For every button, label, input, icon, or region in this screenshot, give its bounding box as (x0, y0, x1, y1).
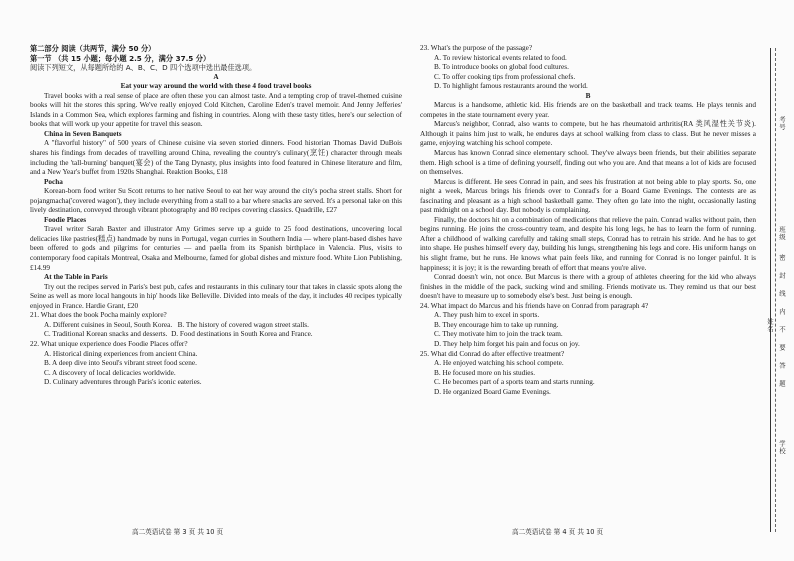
passage-b-paragraph-3: Marcus has known Conrad since elementary school. They've always been friends, but their abilities separate them. High school is a time of defining yourself, finding out who you are. And that means a lot of kids are focused on themselves. (420, 149, 756, 177)
option-23d: D. To highlight famous restaurants around the world. (434, 82, 588, 91)
passage-b-paragraph-2: Marcus's neighbor, Conrad, also wants to compete, but he has rheumatoid arthritis(RA 类风湿性关节炎). Although it pains him just to walk, he endures days at school walking from class to class. But he never misses a game, enjoying watching his school compete. (420, 120, 756, 148)
passage-b-paragraph-6: Conrad doesn't win, not once. But Marcus is there with a group of athletes cheering for the kid who always finishes in the middle of the pack, sucking wind and smiling. Friends motivate us. They remind us that our best doesn't have to measure up to somebody else's best. Just being is enough. (420, 273, 756, 301)
binding-label-bu: 不 (778, 326, 786, 334)
option-25b: B. He focused more on his studies. (434, 368, 536, 377)
option-21a: A. Different cuisines in Seoul, South Korea. (44, 320, 173, 329)
book-heading-paris: At the Table in Paris (44, 273, 108, 282)
binding-label-yao: 要 (778, 344, 786, 352)
binding-label-mi: 密 (778, 254, 786, 262)
option-22b: B. A deep dive into Seoul's vibrant street food scene. (44, 359, 197, 368)
option-24c: C. They motivate him to join the track team. (434, 330, 563, 339)
option-21b: B. The history of covered wagon street stalls. (177, 320, 309, 329)
binding-label-xian: 线 (778, 290, 786, 298)
section-title: 第一节 （共 15 小题；每小题 2.5 分，满分 37.5 分） (30, 53, 211, 63)
right-column (420, 44, 756, 397)
passage-b-paragraph-5: Finally, the doctors hit on a combination of medications that relieve the pain. Conrad walks without pain, then begins running. He joins the cross-country team, and despite his long legs, he has to learn the form of running. After a childhood of walking carefully and taking small steps, Conrad has to retrain his stride. And he has to get into shape. He pushes himself every day, building his lungs, strengthening his legs and core. His uniform hangs on his slight frame, but he runs. He knows what pain feels like, and running for Conrad is no longer painful. It is happiness; it is joy; it is the rewarding breath of effort that means you're alive. (420, 215, 756, 272)
binding-label-name: 姓名 (766, 318, 774, 333)
footer-page-4: 高二英语试卷 第 4 页 共 10 页 (512, 528, 604, 536)
footer-page-3: 高二英语试卷 第 3 页 共 10 页 (132, 528, 224, 536)
question-22: 22. What unique experience does Foodie Places offer? (30, 339, 188, 348)
option-23b: B. To introduce books on global food cultures. (434, 63, 569, 72)
binding-label-feng: 封 (778, 272, 786, 280)
binding-label-exam-number: 考号 (778, 116, 786, 131)
option-24d: D. They help him forget his pain and focus on joy. (434, 339, 580, 348)
question-21: 21. What does the book Pocha mainly explore? (30, 311, 167, 320)
binding-label-class: 班级 (778, 226, 786, 241)
option-25c: C. He becomes part of a sports team and starts running. (434, 378, 595, 387)
binding-solid-line (770, 48, 771, 532)
option-21d: D. Food destinations in South Korea and France. (171, 330, 313, 339)
question-21-options-cd (30, 330, 402, 340)
book-text-pocha: Korean-born food writer Su Scott returns to her native Seoul to eat her way around the city's pocha street stalls. Short for pojangmacha('covered wagon'), they include everything from a stall to a bar where snacks are served. It's a personal take on this lively destination, conveyed through vibrant photography and 80 recipes covering classics. Quadrille, £27 (30, 187, 402, 215)
passage-b-letter: B (585, 91, 591, 100)
option-22c: C. A discovery of local delicacies worldwide. (44, 368, 176, 377)
binding-label-ti: 题 (778, 380, 786, 388)
binding-margin (764, 40, 794, 540)
passage-b-paragraph-1: Marcus is a handsome, athletic kid. His friends are on the basketball and track teams. He plays tennis and competes in the state tournament every year. (420, 101, 756, 119)
option-22d: D. Culinary adventures through Paris's iconic eateries. (44, 378, 202, 387)
question-24: 24. What impact do Marcus and his friends have on Conrad from paragraph 4? (420, 301, 649, 310)
option-25d: D. He organized Board Game Evenings. (434, 387, 551, 396)
option-22a: A. Historical dining experiences from ancient China. (44, 349, 198, 358)
book-text-paris: Try out the recipes served in Paris's best pub, cafes and restaurants in this culinary tour that takes in classic spots along the Seine as well as more local hangouts in hip' hoods like Belleville. Divided into meals of the day, it includes 40 recipes typically enjoyed in France. Hardie Grant, £20 (30, 282, 402, 310)
binding-label-da: 答 (778, 362, 786, 370)
passage-a-intro: Travel books with a real sense of place are often these you can almost taste. And a tempting crop of travel-themed cuisine books will hit the stores this spring. We've really enjoyed Cold Kitchen, Caroline Eden's travel memoir. And Jenny Jefferies' Islands in a Common Sea, which explores farming and fishing in countries. Along with these tasty titles, here's our selection of books that will work up your appetite for travel this season. (30, 91, 402, 129)
passage-a-letter: A (213, 72, 219, 81)
part-title: 第二部分 阅读（共两节，满分 50 分） (30, 44, 156, 53)
binding-label-school: 学校 (778, 440, 786, 455)
option-23c: C. To offer cooking tips from professional chefs. (434, 72, 576, 81)
passage-a-title: Eat your way around the world with these 4 food travel books (120, 82, 312, 91)
option-25a: A. He enjoyed watching his school compete. (434, 359, 564, 368)
option-24a: A. They push him to excel in sports. (434, 311, 540, 320)
binding-label-nei: 内 (778, 308, 786, 316)
option-24b: B. They encourage him to take up running. (434, 320, 559, 329)
option-21c: C. Traditional Korean snacks and desserts. (44, 330, 168, 339)
binding-dashed-line (775, 48, 776, 532)
option-23a: A. To review historical events related to food. (434, 53, 567, 62)
book-text-foodie: Travel writer Sarah Baxter and illustrator Amy Grimes serve up a guide to 25 food destinations, uncovering local delicacies like pastries(糕点) handmade by nuns in Portugal, vegan curries in Southern India — where plant-based dishes have been offered to gods and pilgrims for centuries — and paella from its Spanish birthplace in Valencia. Plus, visits to contemporary food capitals Montreal, Osaka and Melbourne, famed for global dishes and mixture food. White Lion Publishing, £14.99 (30, 225, 402, 272)
book-heading-china: China in Seven Banquets (44, 129, 122, 138)
book-heading-foodie: Foodie Places (44, 215, 87, 224)
question-23: 23. What's the purpose of the passage? (420, 44, 533, 52)
question-25: 25. What did Conrad do after effective treatment? (420, 349, 565, 358)
book-heading-pocha: Pocha (44, 177, 63, 186)
passage-b-paragraph-4: Marcus is different. He sees Conrad in pain, and sees his frustration at not being able to play sports. So, one night a week, Marcus brings his friends over to Conrad's for a Board Game Evenings. The contests are as fascinating and pleasant as a high school basketball game. They often go late into the night, occasionally lasting past midnight on a school day. But nobody is complaining. (420, 177, 756, 215)
question-21-options-ab (30, 321, 402, 331)
instructions: 阅读下列短文，从每题所给的 A、B、C、D 四个选项中选出最佳选项。 (30, 63, 257, 73)
left-column (30, 44, 402, 388)
book-text-china: A "flavorful history" of 500 years of Chinese cuisine via seven storied dinners. Food historian Thomas David DuBois shares his findings from decades of travelling around China, revealing the country's culinary(烹饪) character through meals including the 'tall-burning' banquet(宴会) of the Tang Dynasty, plus insights into food featured in Chinese literature and film, and a New Year's buffet from 1920s Shanghai. Reaktion Books, £18 (30, 139, 402, 177)
